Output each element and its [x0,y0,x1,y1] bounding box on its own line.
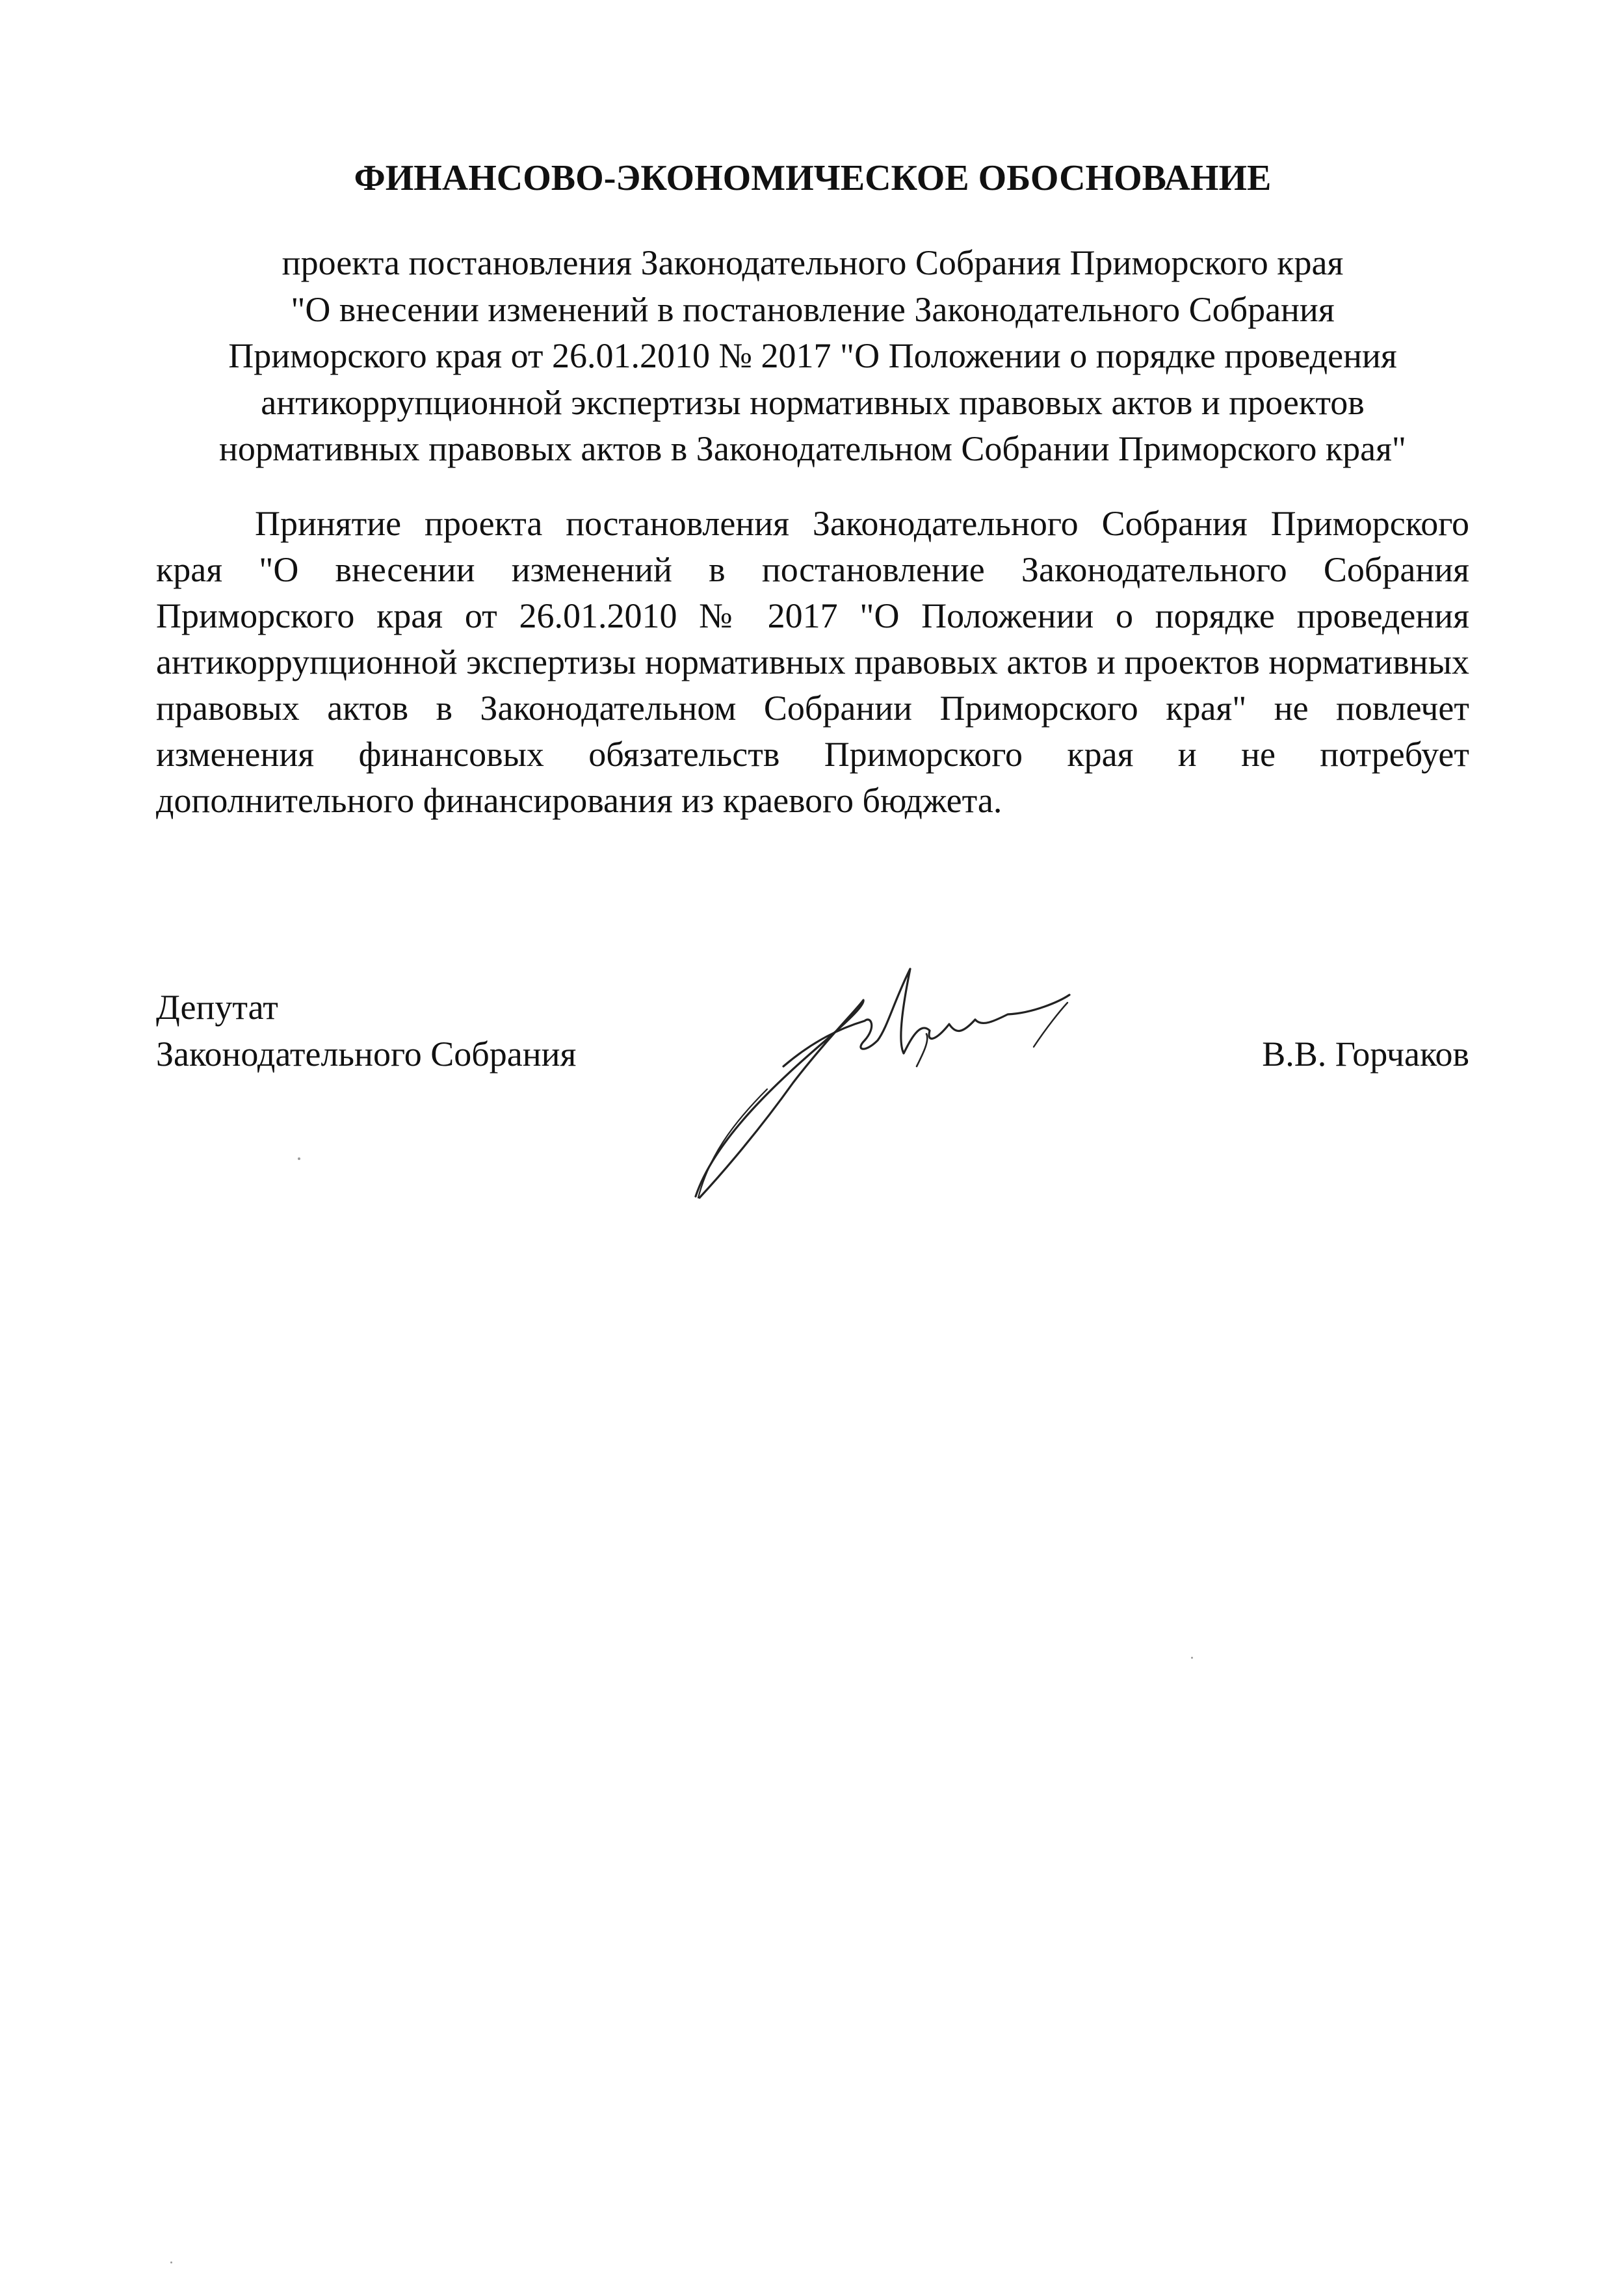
signatory-position [156,984,576,1077]
subtitle-line: Приморского края от 26.01.2010 № 2017 "О Положении о порядке проведения [228,336,1397,375]
signature-stroke-hook [917,1034,927,1066]
handwritten-signature [670,943,1073,1222]
subtitle-line: антикоррупционной экспертизы нормативных правовых актов и проектов [261,382,1365,422]
signatory-name: В.В. Горчаков [1262,1035,1469,1074]
subtitle-line: проекта постановления Законодательного Собрания Приморского края [282,243,1344,282]
scan-speck [298,1157,300,1160]
scan-speck [1191,1657,1193,1659]
subtitle-line: нормативных правовых актов в Законодательном Собрании Приморского края" [219,429,1406,468]
document-subtitle [156,240,1469,473]
subtitle-line: "О внесении изменений в постановление Законодательного Собрания [291,289,1335,329]
body-paragraph: Принятие проекта постановления Законодательного Собрания Приморского края "О внесении изменений в постановление Законодательного Собрания Приморского края от 26.01.2010 № 2017 "О Положении о порядке проведения антикоррупционной экспертизы нормативных правовых актов и проектов нормативных правовых актов в Законодательном Собрании Приморского края" не повлечет изменения финансовых обязательств Приморского края и не потребует дополнительного финансирования из краевого бюджета. [156,504,1469,820]
signatory-position-line2: Законодательного Собрания [156,1035,577,1074]
signatory-position-line1: Депутат [156,988,278,1027]
document-title: ФИНАНСОВО-ЭКОНОМИЧЕСКОЕ ОБОСНОВАНИЕ [354,158,1272,198]
scan-speck [170,2261,172,2263]
signature-stroke-letters [783,969,1069,1066]
